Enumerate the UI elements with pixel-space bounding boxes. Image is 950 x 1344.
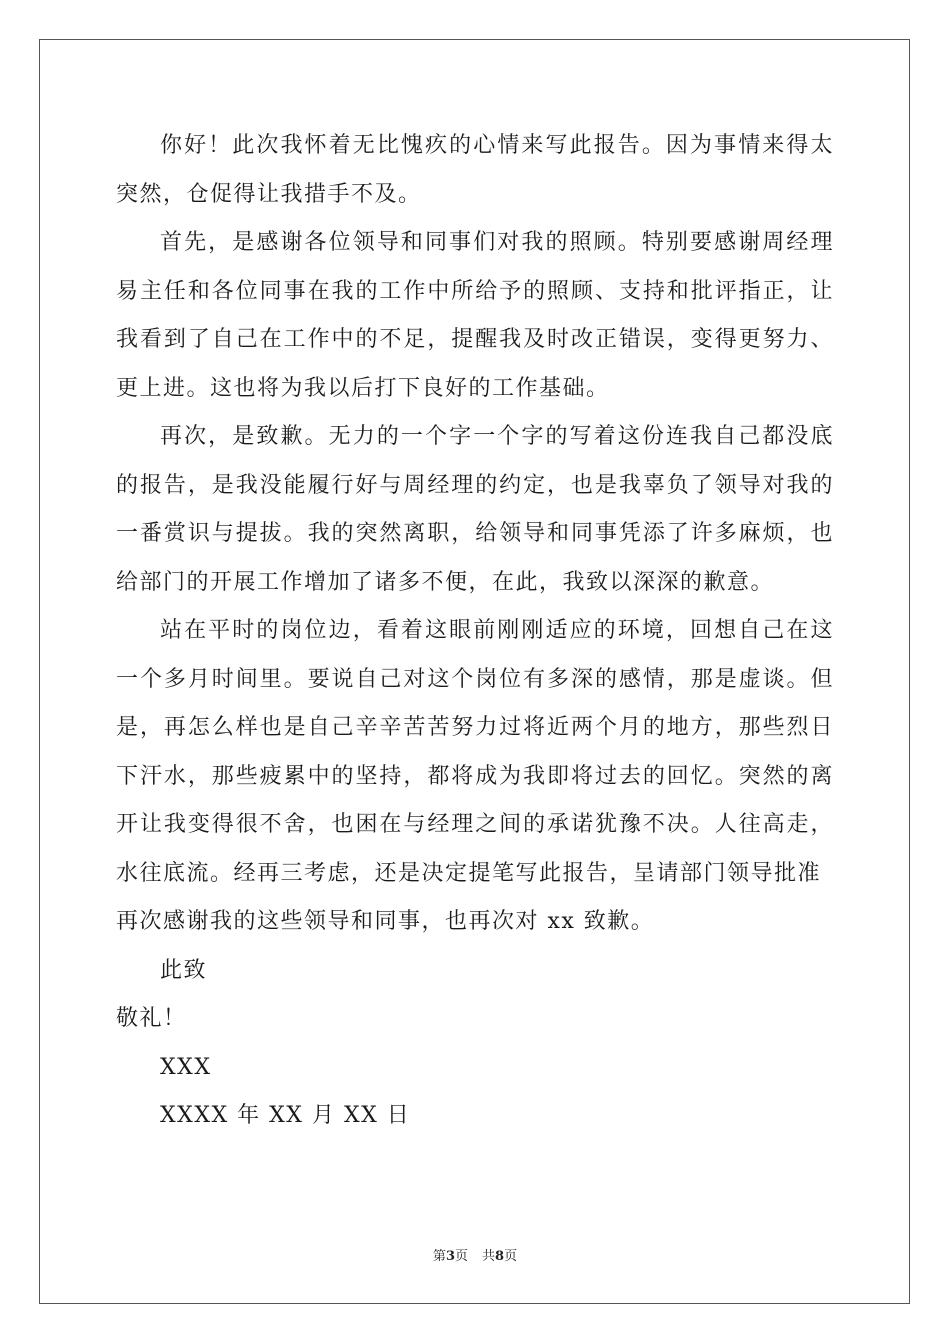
page-footer [0, 1245, 950, 1264]
paragraph-greeting: 你好！此次我怀着无比愧疚的心情来写此报告。因为事情来得太突然，仓促得让我措手不及。 [116, 133, 834, 207]
signature-date: XXXX 年 XX 月 XX 日 [160, 1103, 411, 1128]
paragraph-reflection: 站在平时的岗位边，看着这眼前刚刚适应的环境，回想自己在这一个多月时间里。要说自己对这个岗位有多深的感情，那是虚谈。但是，再怎么样也是自己辛辛苦苦努力过将近两个月的地方，那些烈日下汗水，那些疲累中的坚持，都将成为我即将过去的回忆。突然的离开让我变得很不舍，也困在与经理之间的承诺犹豫不决。人往高走，水往底流。经再三考虑，还是决定提笔写此报告，呈请部门领导批准 [116, 618, 834, 886]
signature-name: XXX [160, 1054, 212, 1080]
page-number: 第3页 [432, 1249, 468, 1264]
salutation-text: 敬礼！ [116, 1006, 187, 1031]
letter-body [116, 122, 834, 1141]
paragraph-thanks: 首先，是感谢各位领导和同事们对我的照顾。特别要感谢周经理易主任和各位同事在我的工作中所给予的照顾、支持和批评指正，让我看到了自己在工作中的不足，提醒我及时改正错误，变得更努力、更上进。这也将为我以后打下良好的工作基础。 [116, 230, 834, 401]
paragraph-apology: 再次，是致歉。无力的一个字一个字的写着这份连我自己都没底的报告，是我没能履行好与周经理的约定，也是我辜负了领导对我的一番赏识与提拔。我的突然离职，给领导和同事凭添了许多麻烦，也给部门的开展工作增加了诸多不便，在此，我致以深深的歉意。 [116, 424, 834, 595]
page-total: 共8页 [482, 1249, 518, 1264]
closing-text: 此致 [160, 957, 208, 983]
paragraph-final-thanks: 再次感谢我的这些领导和同事，也再次对 xx 致歉。 [116, 909, 655, 934]
